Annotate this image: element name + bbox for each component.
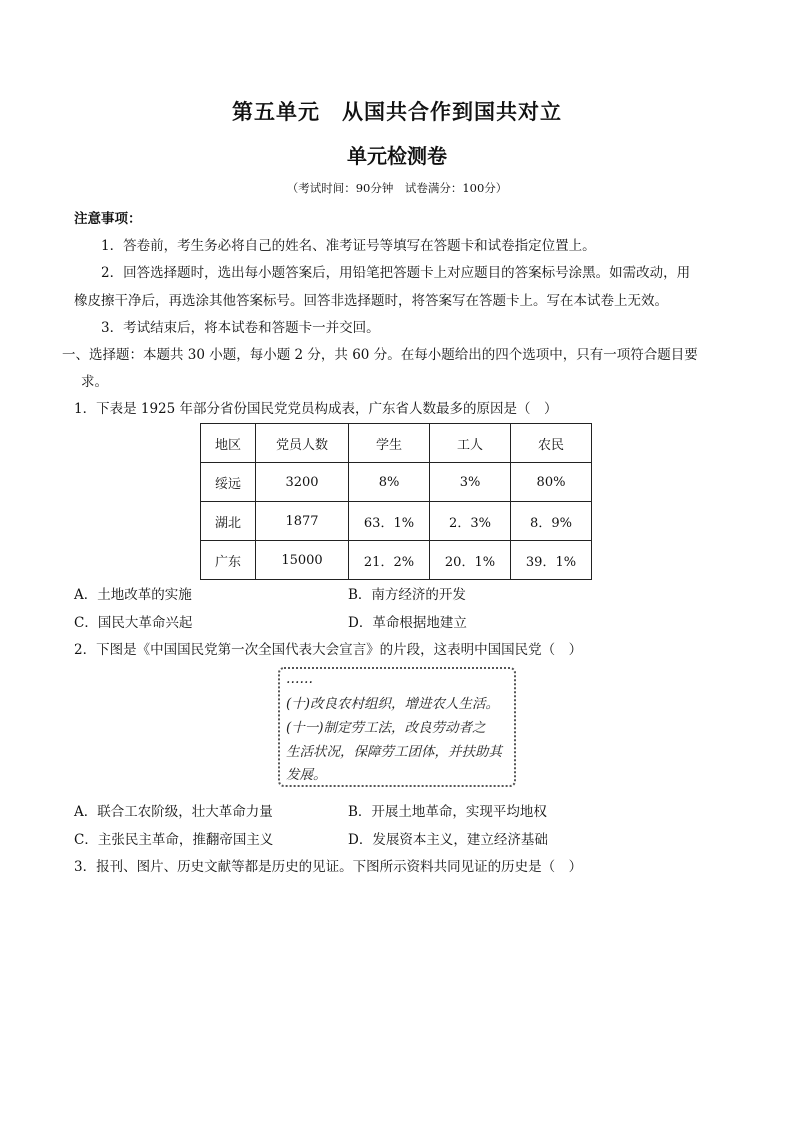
question-1-stem: 1．下表是 1925 年部分省份国民党党员构成表，广东省人数最多的原因是（ ） bbox=[74, 401, 558, 417]
excerpt-ellipsis: …… bbox=[286, 671, 313, 687]
notes-item-3: 3．考试结束后，将本试卷和答题卡一并交回。 bbox=[101, 320, 380, 336]
table-cell: 8．9% bbox=[511, 502, 592, 541]
table-header-row bbox=[201, 424, 592, 463]
table-cell: 3200 bbox=[256, 463, 349, 502]
table-cell: 63．1% bbox=[349, 502, 430, 541]
question-2-option-b[interactable]: B．开展土地革命，实现平均地权 bbox=[348, 804, 547, 820]
table-cell: 2．3% bbox=[430, 502, 511, 541]
section-1-heading-cont: 求。 bbox=[81, 374, 108, 390]
table-cell: 3% bbox=[430, 463, 511, 502]
section-1-heading: 一、选择题：本题共 30 小题，每小题 2 分，共 60 分。在每小题给出的四个选项中，只有一项符合题目要 bbox=[62, 347, 698, 363]
question-3-stem: 3．报刊、图片、历史文献等都是历史的见证。下图所示资料共同见证的历史是（ ） bbox=[74, 859, 583, 875]
question-1-option-b[interactable]: B．南方经济的开发 bbox=[348, 587, 466, 603]
question-2-option-d[interactable]: D．发展资本主义，建立经济基础 bbox=[348, 832, 548, 848]
question-2-option-c[interactable]: C．主张民主革命，推翻帝国主义 bbox=[74, 832, 274, 848]
table-cell: 39．1% bbox=[511, 541, 592, 580]
notes-heading: 注意事项： bbox=[74, 211, 142, 227]
table-row bbox=[201, 502, 592, 541]
table-cell: 绥远 bbox=[201, 463, 256, 502]
table-cell: 15000 bbox=[256, 541, 349, 580]
table-row bbox=[201, 463, 592, 502]
notes-item-1: 1．答卷前，考生务必将自己的姓名、准考证号等填写在答题卡和试卷指定位置上。 bbox=[101, 238, 596, 254]
manifesto-excerpt-box bbox=[278, 667, 516, 787]
table-cell: 湖北 bbox=[201, 502, 256, 541]
question-1-option-d[interactable]: D．革命根据地建立 bbox=[348, 615, 467, 631]
table-cell: 广东 bbox=[201, 541, 256, 580]
exam-info: （考试时间：90分钟 试卷满分：100分） bbox=[286, 181, 508, 195]
table-header-cell: 工人 bbox=[430, 424, 511, 463]
question-1-option-a[interactable]: A．土地改革的实施 bbox=[74, 587, 192, 603]
table-header-cell: 学生 bbox=[349, 424, 430, 463]
question-2-stem: 2．下图是《中国国民党第一次全国代表大会宣言》的片段，这表明中国国民党（ ） bbox=[74, 642, 583, 658]
excerpt-line-3: 生活状况，保障劳工团体，并扶助其 bbox=[286, 744, 502, 760]
question-1-option-c[interactable]: C．国民大革命兴起 bbox=[74, 615, 193, 631]
notes-item-2-line-1: 2．回答选择题时，选出每小题答案后，用铅笔把答题卡上对应题目的答案标号涂黑。如需改动，用 bbox=[101, 265, 691, 281]
table-cell: 1877 bbox=[256, 502, 349, 541]
table-cell: 21．2% bbox=[349, 541, 430, 580]
table-row bbox=[201, 541, 592, 580]
question-2-option-a[interactable]: A．联合工农阶级，壮大革命力量 bbox=[74, 804, 273, 820]
excerpt-line-2: (十一)制定劳工法，改良劳动者之 bbox=[286, 720, 486, 736]
table-cell: 20．1% bbox=[430, 541, 511, 580]
party-membership-table bbox=[200, 423, 592, 580]
table-cell: 80% bbox=[511, 463, 592, 502]
page-subtitle: 单元检测卷 bbox=[347, 144, 447, 168]
excerpt-line-4: 发展。 bbox=[286, 767, 327, 783]
table-header-cell: 地区 bbox=[201, 424, 256, 463]
table-header-cell: 党员人数 bbox=[256, 424, 349, 463]
page-title: 第五单元 从国共合作到国共对立 bbox=[232, 100, 562, 124]
excerpt-line-1: (十)改良农村组织，增进农人生活。 bbox=[286, 696, 500, 712]
notes-item-2-line-2: 橡皮擦干净后，再选涂其他答案标号。回答非选择题时，将答案写在答题卡上。写在本试卷上无效。 bbox=[74, 293, 668, 309]
table-cell: 8% bbox=[349, 463, 430, 502]
table-header-cell: 农民 bbox=[511, 424, 592, 463]
